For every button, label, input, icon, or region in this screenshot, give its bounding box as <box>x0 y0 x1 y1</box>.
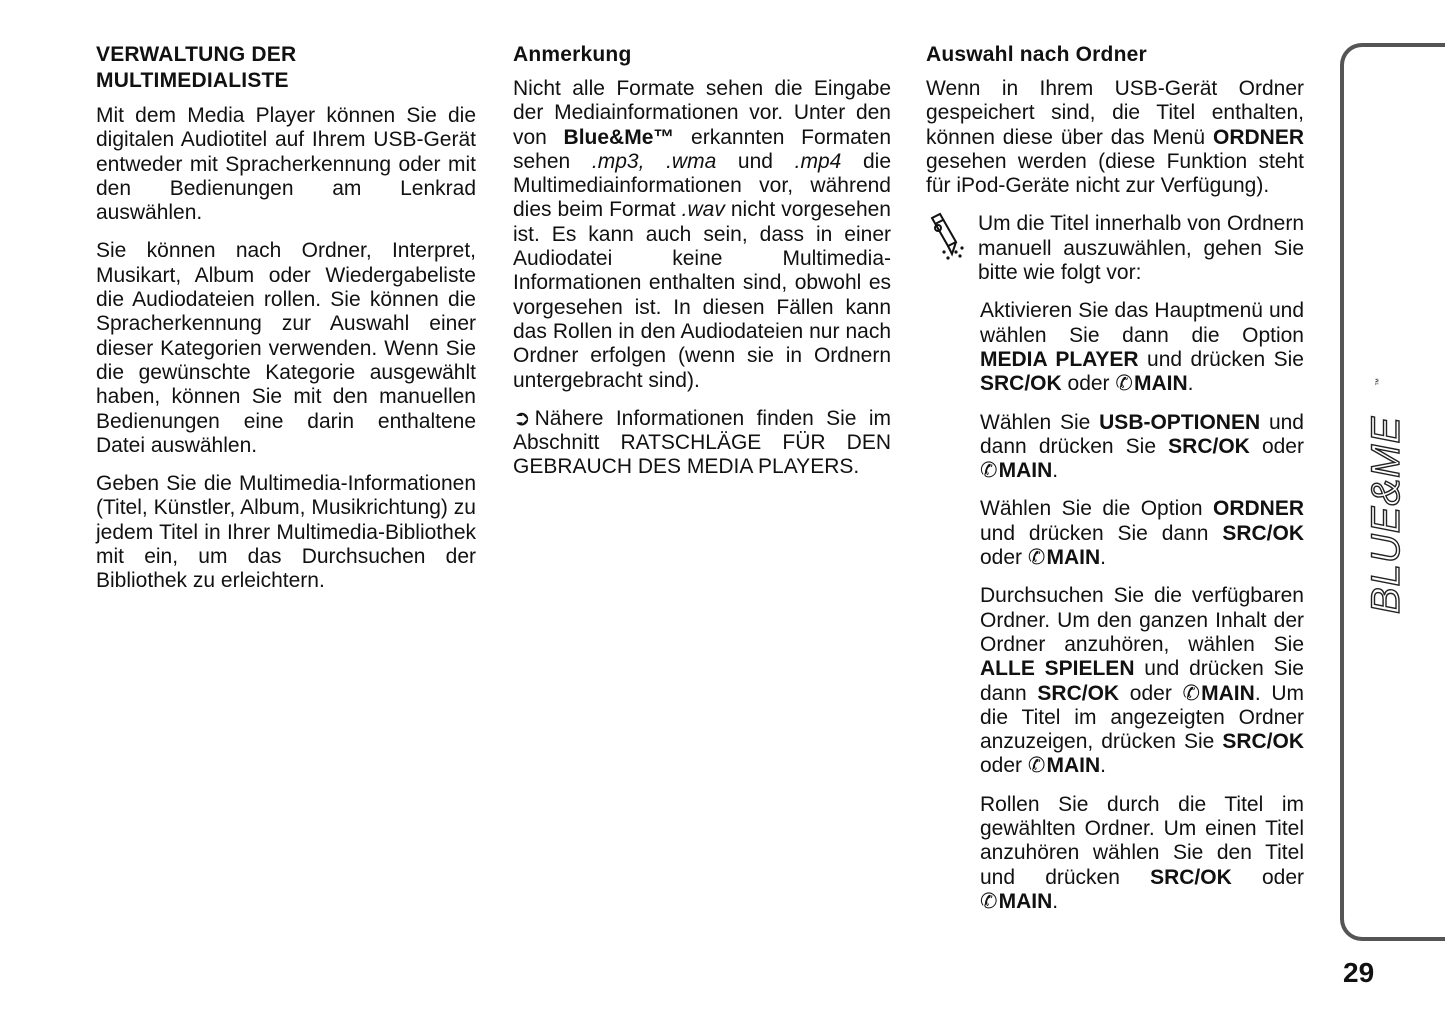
section-heading: Anmerkung <box>513 43 632 66</box>
brand-logo <box>1361 378 1413 618</box>
paragraph: Wenn in Ihrem USB-Gerät Ordner gespeichert sind, die Titel enthalten, können diese über das Menü ORDNER gesehen werden (diese Funktion steht für iPod-Geräte nicht zur Verfügung). <box>926 77 1304 198</box>
paragraph: Geben Sie die Multimedia-Informationen (Titel, Künstler, Album, Musikrichtung) zu jedem Titel in Ihrer Multimedia-Bibliothek mit ein, um das Durchsuchen der Bibliothek zu erleichtern. <box>96 472 476 593</box>
section-heading: VERWALTUNG DER MULTIMEDIALISTE <box>96 43 297 92</box>
reference-arrow-icon: ➲ <box>513 406 531 430</box>
section-heading: Auswahl nach Ordner <box>926 43 1147 66</box>
phone-icon: ✆ <box>1182 681 1201 705</box>
column-middle <box>513 42 891 494</box>
step: Rollen Sie durch die Titel im gewählten Ordner. Um einen Titel anzuhören wählen Sie den Titel und drücken SRC/OK oder ✆MAIN. <box>980 792 1304 913</box>
column-left <box>96 42 476 608</box>
phone-icon: ✆ <box>980 459 998 483</box>
phone-icon: ✆ <box>980 889 998 913</box>
svg-text:BLUE&ME: BLUE&ME <box>1364 415 1408 614</box>
pencil-note-icon <box>926 212 970 262</box>
step-list <box>926 299 1304 914</box>
step: Durchsuchen Sie die verfügbaren Ordner. Um den ganzen Inhalt der Ordner anzuhören, wählen Sie ALLE SPIELEN und drücken Sie dann SRC/OK oder ✆MAIN. Um die Titel im angezeigten Ordner anzuzeigen, drücken Sie SRC/OK oder ✆MAIN. <box>980 584 1304 778</box>
note-text: Um die Titel innerhalb von Ordnern manuell auszuwählen, gehen Sie bitte wie folgt vor: <box>978 212 1304 285</box>
phone-icon: ✆ <box>1115 372 1133 396</box>
phone-icon: ✆ <box>1027 546 1046 570</box>
page-number: 29 <box>1343 957 1375 988</box>
paragraph: Mit dem Media Player können Sie die digitalen Audiotitel auf Ihrem USB-Gerät entweder mit Spracherkennung oder mit den Bedienungen am Lenkrad auswählen. <box>96 104 476 225</box>
paragraph: Nicht alle Formate sehen die Eingabe der Mediainformationen vor. Unter den von Blue&Me™ erkannten Formaten sehen .mp3, .wma und .mp4 die Multimediainformationen vor, während dies beim Format .wav nicht vorgesehen ist. Es kann auch sein, dass in einer Audiodatei keine Multimedia-Informationen enthalten sind, obwohl es vorgesehen ist. In diesen Fällen kann das Rollen in den Audiodateien nur nach Ordner erfolgen (wenn sie in Ordnern untergebracht sind). <box>513 77 891 392</box>
cross-reference: ➲ Nähere Informationen finden Sie im Abschnitt RATSCHLÄGE FÜR DEN GEBRAUCH DES MEDIA PLAYERS. <box>513 406 891 479</box>
step: Aktivieren Sie das Hauptmenü und wählen Sie dann die Option MEDIA PLAYER und drücken Sie SRC/OK oder ✆MAIN. <box>980 299 1304 396</box>
paragraph: Sie können nach Ordner, Interpret, Musikart, Album oder Wiedergabeliste die Audiodateien rollen. Sie können die Spracherkennung zur Auswahl einer dieser Kategorien verwenden. Wenn Sie die gewünschte Kategorie ausgewählt haben, können Sie mit den manuellen Bedienungen eine darin enthaltene Datei auswählen. <box>96 239 476 457</box>
column-right <box>926 42 1304 928</box>
note-block <box>926 212 1304 285</box>
svg-text:™: ™ <box>1374 378 1383 386</box>
phone-icon: ✆ <box>1027 754 1046 778</box>
step: Wählen Sie USB-OPTIONEN und dann drücken Sie SRC/OK oder ✆MAIN. <box>980 410 1304 483</box>
step: Wählen Sie die Option ORDNER und drücken Sie dann SRC/OK oder ✆MAIN. <box>980 497 1304 570</box>
